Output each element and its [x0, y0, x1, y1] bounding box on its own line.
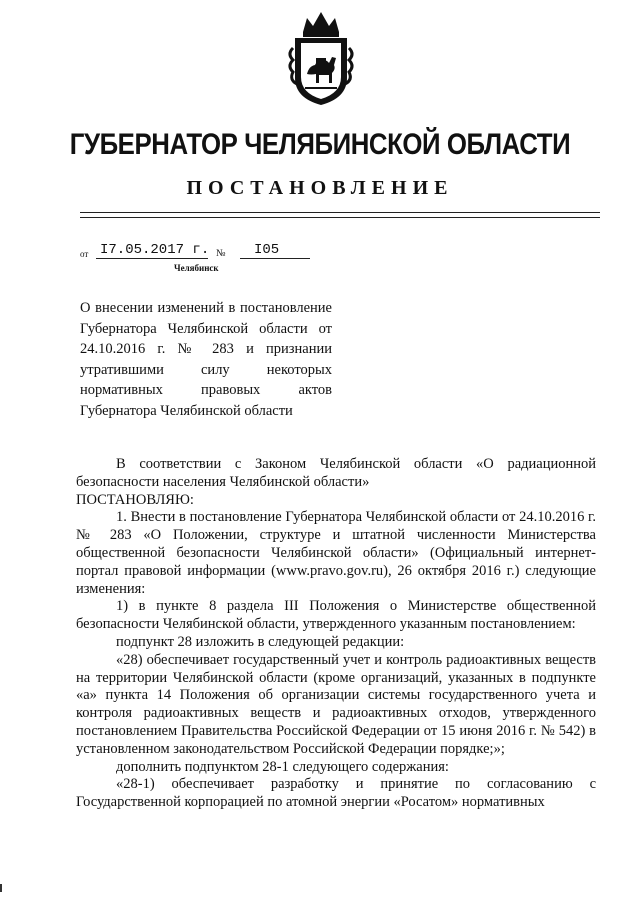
chelyabinsk-coat-of-arms-icon — [283, 8, 359, 108]
date-prefix-label: от — [80, 249, 89, 259]
document-number: I05 — [240, 242, 310, 259]
document-subject: О внесении изменений в постановление Губернатора Челябинской области от 24.10.2016 г. № 283 и признании утратившими силу некоторых нормативных правовых актов Губернатора Челябинской области — [80, 300, 332, 419]
header-divider-thin — [80, 217, 600, 218]
city-label: Челябинск — [174, 263, 219, 273]
preamble-paragraph: В соответствии с Законом Челябинской области «О радиационной безопасности населения Челябинской области» — [76, 456, 596, 490]
body-paragraph: 1. Внести в постановление Губернатора Челябинской области от 24.10.2016 г. № 283 «О Положении, структуре и штатной численности Министерства общественной безопасности Челябинской области» (Официальный интернет-портал правовой информации (www.pravo.gov.ru), 26 октября 2016 г.) следующие изменения: — [76, 509, 596, 597]
document-body — [76, 456, 596, 812]
number-label: № — [216, 248, 226, 259]
body-paragraph: «28) обеспечивает государственный учет и контроль радиоактивных веществ на территории Челябинской области (кроме организаций, указанных в подпункте «а» пункта 14 Положения об организации системы государственного учета и контроля радиоактивных веществ и радиоактивных отходов, утвержденного постановлением Правительства Российской Федерации от 15 июня 2016 г. № 542) в установленном законодательством Российской Федерации порядке;»; — [76, 651, 596, 757]
body-paragraph: 1) в пункте 8 раздела III Положения о Министерстве общественной безопасности Челябинской области, утвержденного указанным постановлением: — [76, 598, 596, 633]
header-divider-thick — [80, 212, 600, 213]
org-title: ГУБЕРНАТОР ЧЕЛЯБИНСКОЙ ОБЛАСТИ — [69, 128, 571, 161]
scan-margin-mark — [0, 884, 2, 892]
document-date: I7.05.2017 г. — [96, 242, 208, 259]
document-type: ПОСТАНОВЛЕНИЕ — [186, 177, 454, 199]
body-paragraph: «28-1) обеспечивает разработку и принятие по согласованию с Государственной корпорацией по атомной энергии «Росатом» нормативных — [76, 776, 596, 811]
decree-word: ПОСТАНОВЛЯЮ: — [76, 491, 194, 508]
body-paragraph: дополнить подпунктом 28-1 следующего содержания: — [116, 758, 449, 775]
body-paragraph: подпункт 28 изложить в следующей редакции: — [116, 633, 405, 650]
